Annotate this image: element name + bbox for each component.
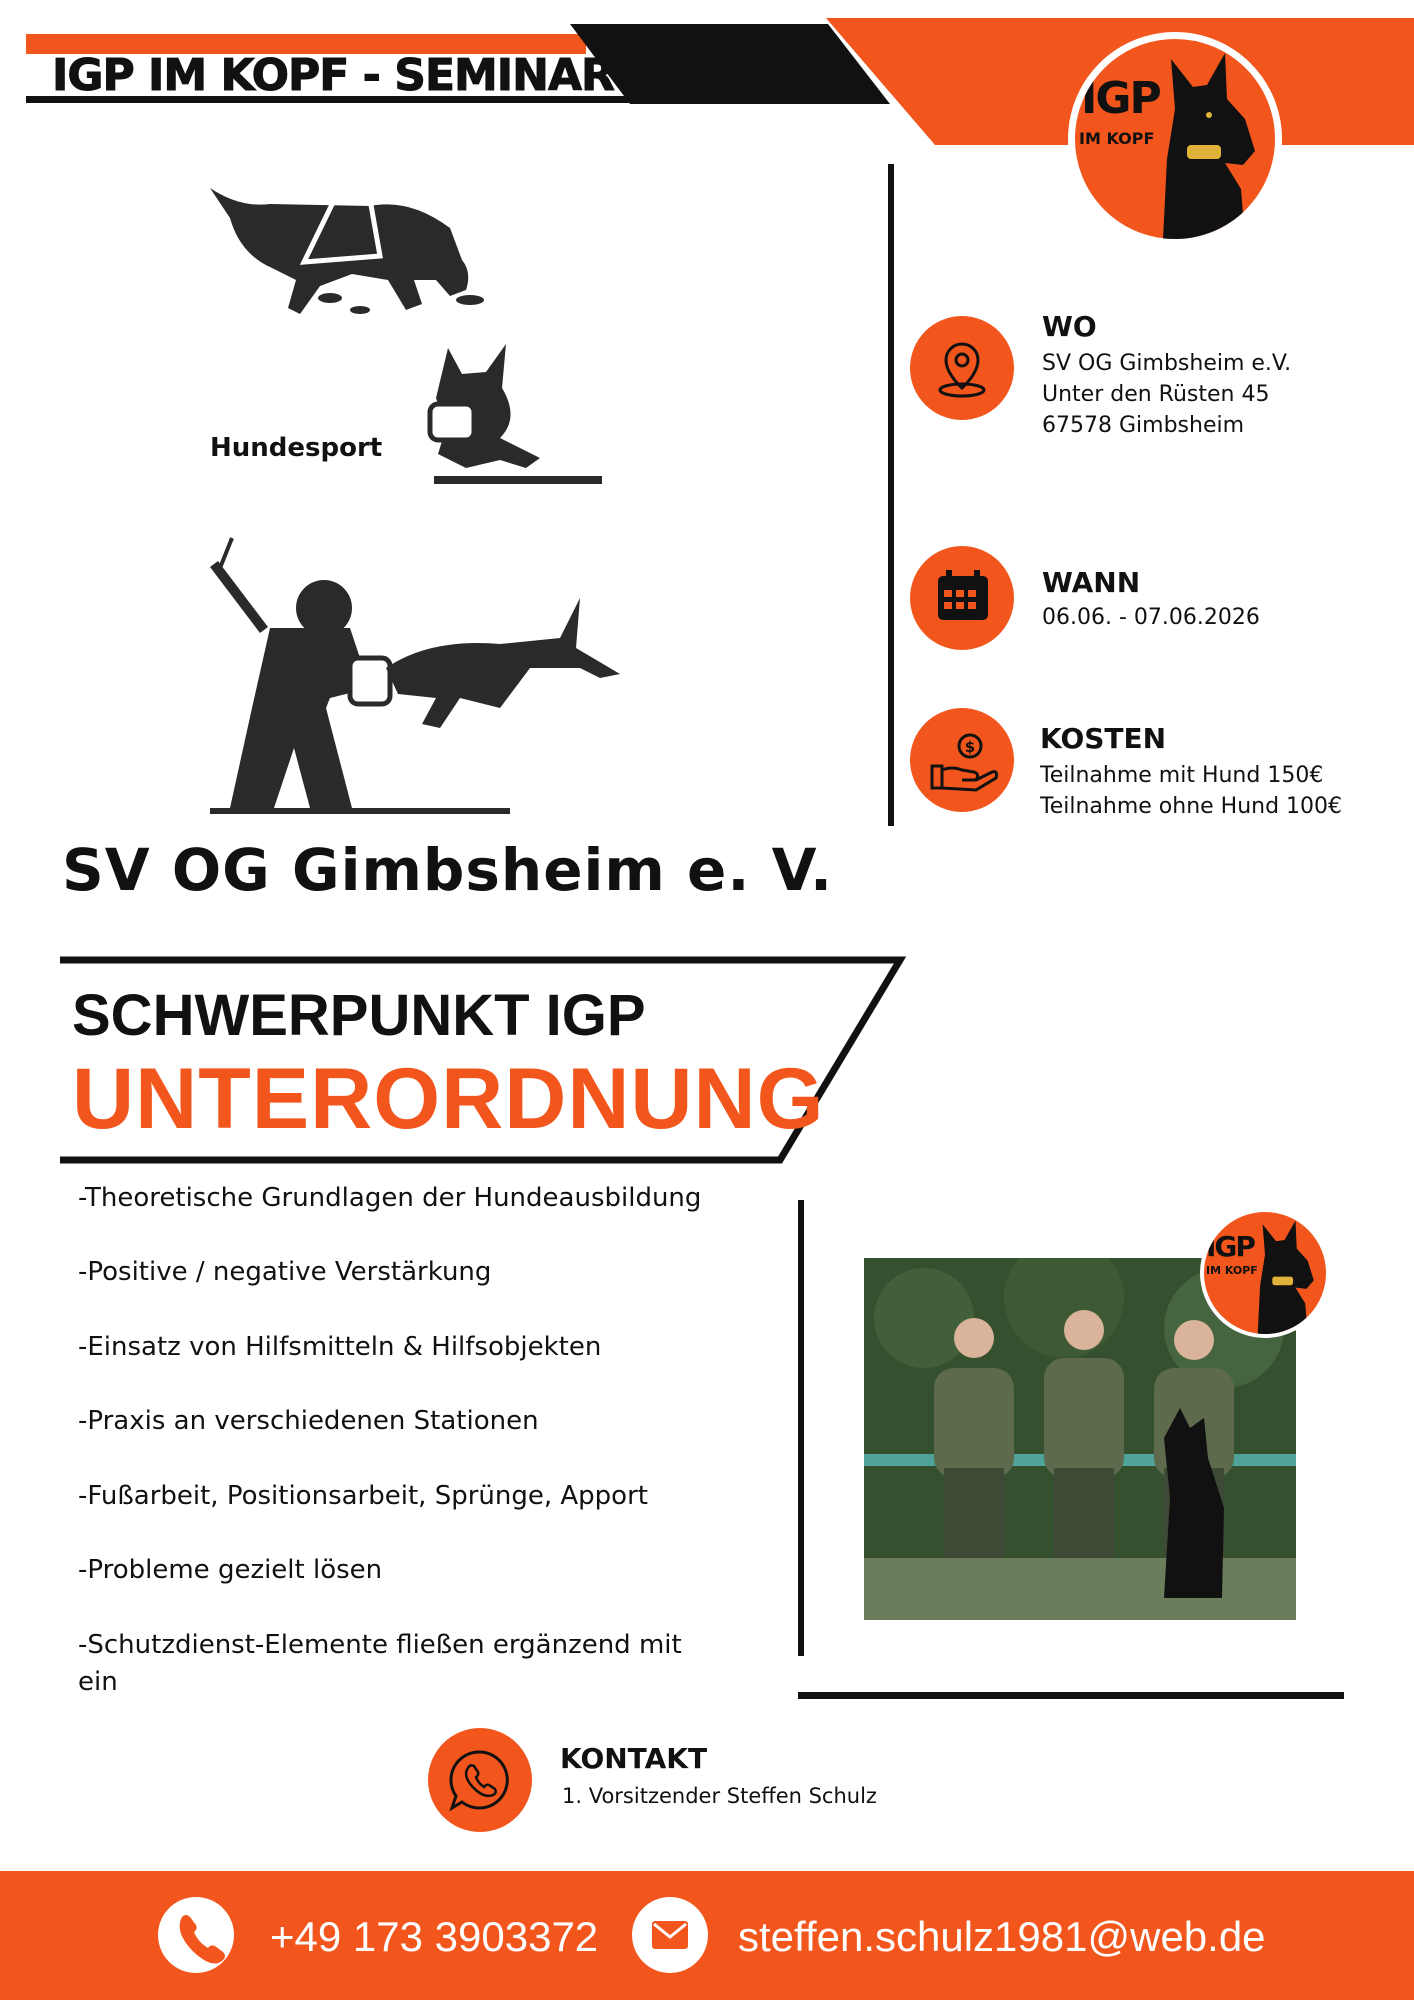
focus-subtitle: SCHWERPUNKT IGP: [72, 983, 646, 1048]
phone-icon: [158, 1897, 234, 1973]
topic-item: -Theoretische Grundlagen der Hundeausbildung: [78, 1183, 702, 1213]
costs-heading: KOSTEN: [1040, 722, 1167, 755]
bitework-dog-icon: [430, 344, 602, 484]
topic-item: -Schutzdienst-Elemente fließen ergänzend mit ein: [78, 1630, 682, 1697]
topic-item: -Einsatz von Hilfsmitteln & Hilfsobjekten: [78, 1332, 602, 1362]
igp-im-kopf-logo: [1068, 32, 1282, 246]
focus-title: UNTERORDNUNG: [72, 1051, 825, 1147]
logo-text-im-kopf: IM KOPF: [1206, 1264, 1258, 1277]
logo-text-im-kopf: IM KOPF: [1079, 129, 1155, 148]
where-heading: WO: [1042, 310, 1097, 343]
club-name: SV OG Gimbsheim e. V.: [62, 836, 834, 904]
where-line: SV OG Gimbsheim e.V.: [1042, 351, 1292, 376]
info-divider: [888, 164, 894, 826]
where-details: [1042, 348, 1291, 441]
topic-item: -Probleme gezielt lösen: [78, 1555, 383, 1585]
when-date: 06.06. - 07.06.2026: [1042, 605, 1260, 630]
bottom-rule: [798, 1692, 1344, 1699]
where-line: 67578 Gimbsheim: [1042, 413, 1245, 438]
seminar-title: IGP IM KOPF - SEMINAR: [52, 50, 614, 101]
footer-bar: [0, 1871, 1414, 2000]
tracking-dog-icon: [210, 188, 484, 314]
costs-line: Teilnahme ohne Hund 100€: [1040, 794, 1343, 819]
svg-text:$: $: [964, 738, 976, 756]
igp-im-kopf-logo-small: [1200, 1208, 1330, 1338]
contact-person: 1. Vorsitzender Steffen Schulz: [562, 1784, 877, 1808]
costs-details: [1040, 760, 1342, 822]
contact-heading: KONTAKT: [560, 1742, 708, 1775]
topic-item: -Fußarbeit, Positionsarbeit, Sprünge, Apport: [78, 1481, 648, 1511]
hundesport-label: Hundesport: [210, 433, 383, 463]
email-icon: [632, 1897, 708, 1973]
logo-text-igp: IGP: [1206, 1230, 1254, 1263]
where-line: Unter den Rüsten 45: [1042, 382, 1270, 407]
helper-and-dog-icon: [210, 538, 620, 814]
dog-sport-artwork: [200, 168, 680, 818]
logo-text-igp: IGP: [1081, 73, 1160, 124]
topic-item: -Positive / negative Verstärkung: [78, 1257, 492, 1287]
money-hand-icon: [910, 708, 1014, 812]
footer-email[interactable]: steffen.schulz1981@web.de: [738, 1913, 1266, 1960]
calendar-icon: [910, 546, 1014, 650]
footer-phone[interactable]: +49 173 3903372: [270, 1913, 599, 1960]
phone-bubble-icon: [428, 1728, 532, 1832]
topic-item: -Praxis an verschiedenen Stationen: [78, 1406, 539, 1436]
when-heading: WANN: [1042, 566, 1141, 599]
location-pin-icon: [910, 316, 1014, 420]
photo-divider: [798, 1200, 804, 1656]
costs-line: Teilnahme mit Hund 150€: [1040, 763, 1324, 788]
